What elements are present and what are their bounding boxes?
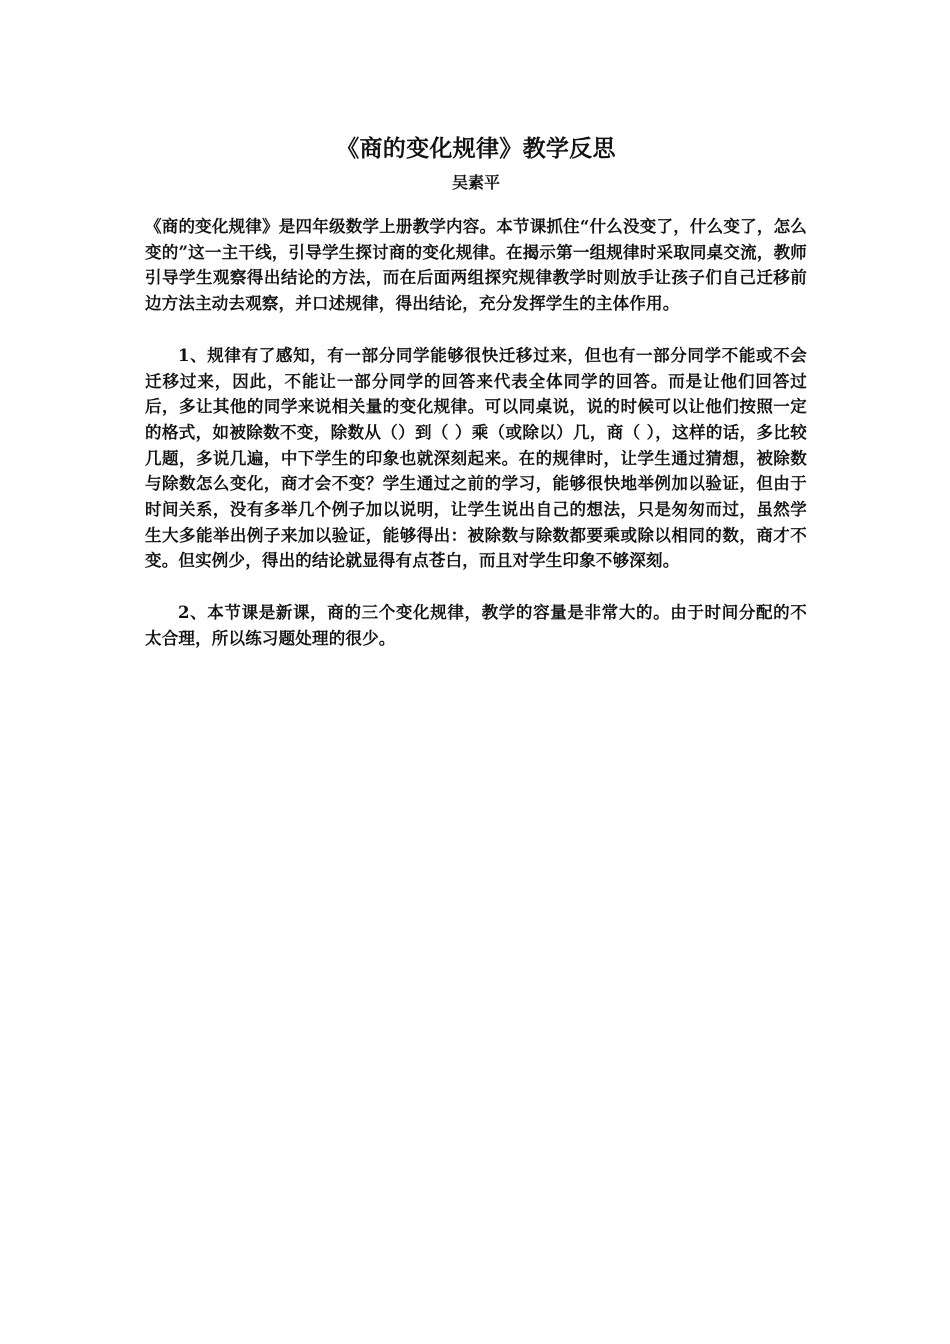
paragraph-point-2: 2、本节课是新课，商的三个变化规律，教学的容量是非常大的。由于时间分配的不太合理，所以练习题处理的很少。 bbox=[145, 603, 807, 648]
paragraph-intro: 《商的变化规律》是四年级数学上册教学内容。本节课抓住“什么没变了，什么变了，怎么变的”这一主干线，引导学生探讨商的变化规律。在揭示第一组规律时采取同桌交流，教师引导学生观察得出结论的方法，而在后面两组探究规律教学时则放手让孩子们自己迁移前边方法主动去观察，并口述规律，得出结论，充分发挥学生的主体作用。 bbox=[145, 217, 807, 314]
document-body bbox=[145, 132, 807, 652]
author-name: 吴素平 bbox=[451, 173, 500, 192]
paragraph-point-1: 1、规律有了感知，有一部分同学能够很快迁移过来，但也有一部分同学不能或不会迁移过来，因此，不能让一部分同学的回答来代表全体同学的回答。而是让他们回答过后，多让其他的同学来说相关量的变化规律。可以同桌说，说的时候可以让他们按照一定的格式，如被除数不变，除数从（）到（ ）乘（或除以）几，商（ ），这样的话，多比较几题，多说几遍，中下学生的印象也就深刻起来。在的规律时，让学生通过猜想，被除数与除数怎么变化，商才会不变？学生通过之前的学习，能够很快地举例加以验证，但由于时间关系，没有多举几个例子加以说明，让学生说出自己的想法，只是匆匆而过，虽然学生大多能举出例子来加以验证，能够得出：被除数与除数都要乘或除以相同的数，商才不变。但实例少，得出的结论就显得有点苍白，而且对学生印象不够深刻。 bbox=[145, 345, 807, 571]
document-title: 《商的变化规律》教学反思 bbox=[336, 135, 616, 162]
